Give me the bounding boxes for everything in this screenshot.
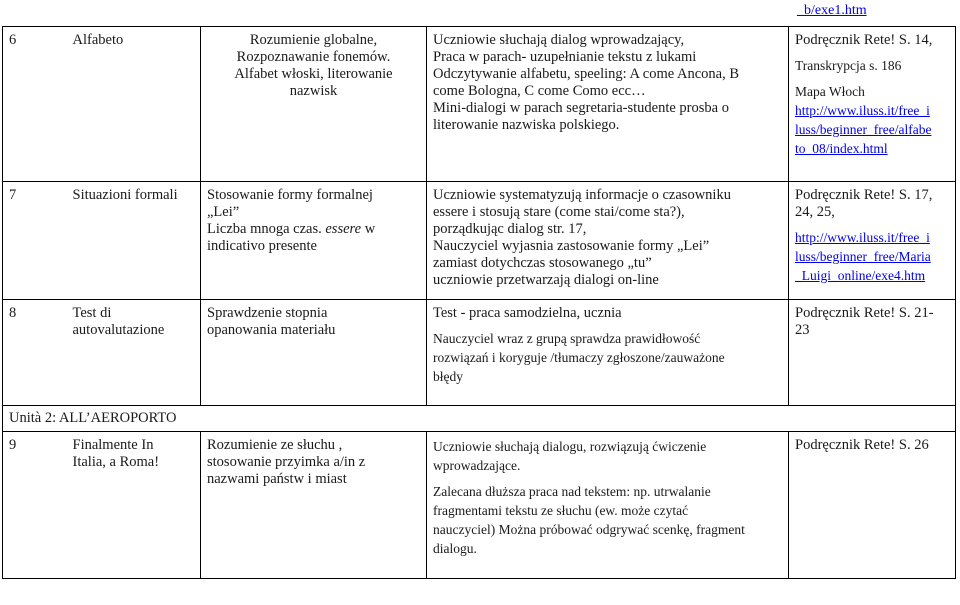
table-row [3,182,956,300]
lesson-number: 9 [3,432,67,579]
lesson-goals: Rozumienie ze słuchu , stosowanie przyimka a/in z nazwami państw i miast [201,432,427,579]
lesson-goals: Stosowanie formy formalnej „Lei” Liczba mnoga czas. essere w indicativo presente [201,182,427,300]
lesson-goals: Rozumienie globalne, Rozpoznawanie fonemów. Alfabet włoski, literowanie nazwisk [201,27,427,182]
lesson-activities: Uczniowie systematyzują informacje o czasowniku essere i stosują stare (come stai/come sta?), porządkując dialog str. 17, Nauczyciel wyjasnia zastosowanie formy „Lei” zamiast dotychczas stosowanego „tu” uczniowie przetwarzają dialogi on-line [427,182,789,300]
lesson-materials: Podręcznik Rete! S. 14, Transkrypcja s. 186 Mapa Włoch http://www.iluss.it/free_i luss/beginner_free/alfabe to_08/index.html [789,27,956,182]
lesson-title: Test di autovalutazione [67,300,201,406]
material-link[interactable]: http://www.iluss.it/free_i luss/beginner_free/Maria _Luigi_online/exe4.htm [795,230,931,283]
lesson-title: Finalmente In Italia, a Roma! [67,432,201,579]
lesson-activities: Uczniowie słuchają dialog wprowadzający, Praca w parach- uzupełnianie tekstu z lukami Odczytywanie alfabetu, speeling: A come Ancona, B come Bologna, C come Como ecc… Mini-dialogi w parach segretaria-studente prosba o literowanie nazwiska polskiego. [427,27,789,182]
curriculum-table [2,26,956,579]
lesson-goals: Sprawdzenie stopnia opanowania materiału [201,300,427,406]
unit-header: Unità 2: ALL’AEROPORTO [3,406,956,432]
material-link[interactable]: http://www.iluss.it/free_i luss/beginner_free/alfabe to_08/index.html [795,103,932,156]
unit-header-row [3,406,956,432]
lesson-number: 7 [3,182,67,300]
top-link[interactable]: _b/exe1.htm [797,3,867,18]
lesson-title: Situazioni formali [67,182,201,300]
table-row [3,27,956,182]
lesson-number: 6 [3,27,67,182]
lesson-title: Alfabeto [67,27,201,182]
lesson-number: 8 [3,300,67,406]
lesson-materials: Podręcznik Rete! S. 17, 24, 25, http://www.iluss.it/free_i luss/beginner_free/Maria _Luigi_online/exe4.htm [789,182,956,300]
table-row [3,432,956,579]
lesson-activities: Uczniowie słuchają dialogu, rozwiązują ćwiczenie wprowadzające. Zalecana dłuższa praca nad tekstem: np. utrwalanie fragmentami tekstu ze słuchu (ew. może czytać nauczyciel) Można próbować odgrywać scenkę, fragment dialogu. [427,432,789,579]
table-row [3,300,956,406]
lesson-materials: Podręcznik Rete! S. 26 [789,432,956,579]
lesson-materials: Podręcznik Rete! S. 21- 23 [789,300,956,406]
lesson-activities: Test - praca samodzielna, ucznia Nauczyciel wraz z grupą sprawdza prawidłowość rozwiązań i koryguje /tłumaczy zgłoszone/zauważone błędy [427,300,789,406]
